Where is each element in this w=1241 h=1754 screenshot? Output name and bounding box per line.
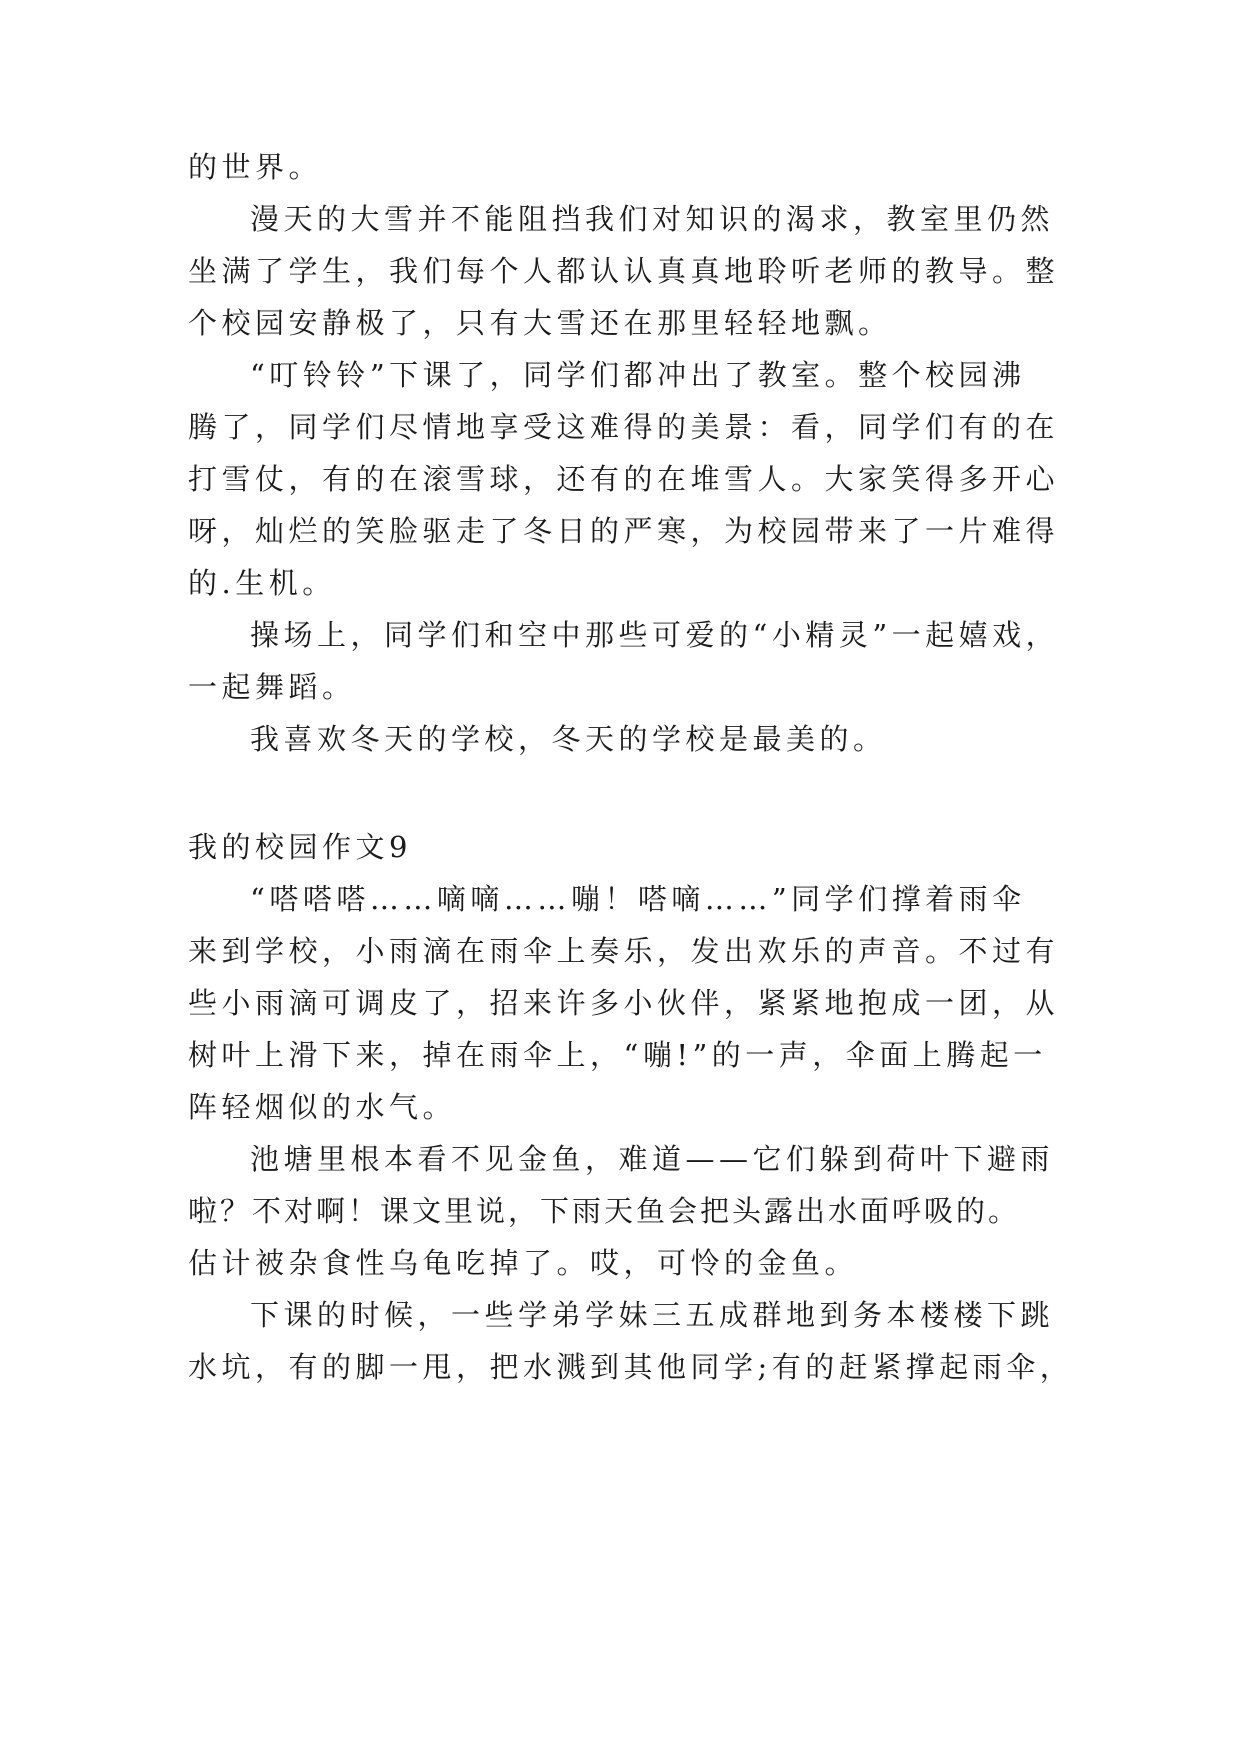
text-line: 的世界。 [188, 150, 323, 184]
paragraph-start: 池塘里根本看不见金鱼，难道——它们躲到荷叶下避雨 [250, 1142, 1055, 1176]
text-line: 呀，灿烂的笑脸驱走了冬日的严寒，为校园带来了一片难得 [188, 514, 1060, 548]
text-line: 啦？不对啊！课文里说，下雨天鱼会把头露出水面呼吸的。 [188, 1194, 1021, 1228]
paragraph-start: “嗒嗒嗒……嘀嘀……嘣！嗒嘀……”同学们撑着雨伞 [250, 882, 1026, 916]
paragraph-start: 操场上，同学们和空中那些可爱的“小精灵”一起嬉戏， [250, 618, 1060, 652]
text-line: 估计被杂食性乌龟吃掉了。哎，可怜的金鱼。 [188, 1246, 859, 1280]
text-line: 腾了，同学们尽情地享受这难得的美景：看，同学们有的在 [188, 410, 1060, 444]
text-line: 坐满了学生，我们每个人都认认真真地聆听老师的教导。整 [188, 254, 1060, 288]
text-line: 树叶上滑下来，掉在雨伞上，“嘣!”的一声，伞面上腾起一 [188, 1038, 1047, 1072]
paragraph-start: 我喜欢冬天的学校，冬天的学校是最美的。 [250, 722, 887, 756]
paragraph-start: 漫天的大雪并不能阻挡我们对知识的渴求，教室里仍然 [250, 202, 1055, 236]
section-heading: 我的校园作文9 [188, 830, 412, 864]
text-line: 一起舞蹈。 [188, 670, 356, 704]
text-line: 个校园安静极了，只有大雪还在那里轻轻地飘。 [188, 306, 892, 340]
text-line: 的.生机。 [188, 566, 336, 600]
paragraph-start: 下课的时候，一些学弟学妹三五成群地到务本楼楼下跳 [250, 1298, 1055, 1332]
text-line: 来到学校，小雨滴在雨伞上奏乐，发出欢乐的声音。不过有 [188, 934, 1060, 968]
text-line: 些小雨滴可调皮了，招来许多小伙伴，紧紧地抱成一团，从 [188, 986, 1060, 1020]
text-line: 水坑，有的脚一甩，把水溅到其他同学;有的赶紧撑起雨伞， [188, 1350, 1074, 1384]
paragraph-start: “叮铃铃”下课了，同学们都冲出了教室。整个校园沸 [250, 358, 1026, 392]
text-line: 打雪仗，有的在滚雪球，还有的在堆雪人。大家笑得多开心 [188, 462, 1060, 496]
text-line: 阵轻烟似的水气。 [188, 1090, 457, 1124]
